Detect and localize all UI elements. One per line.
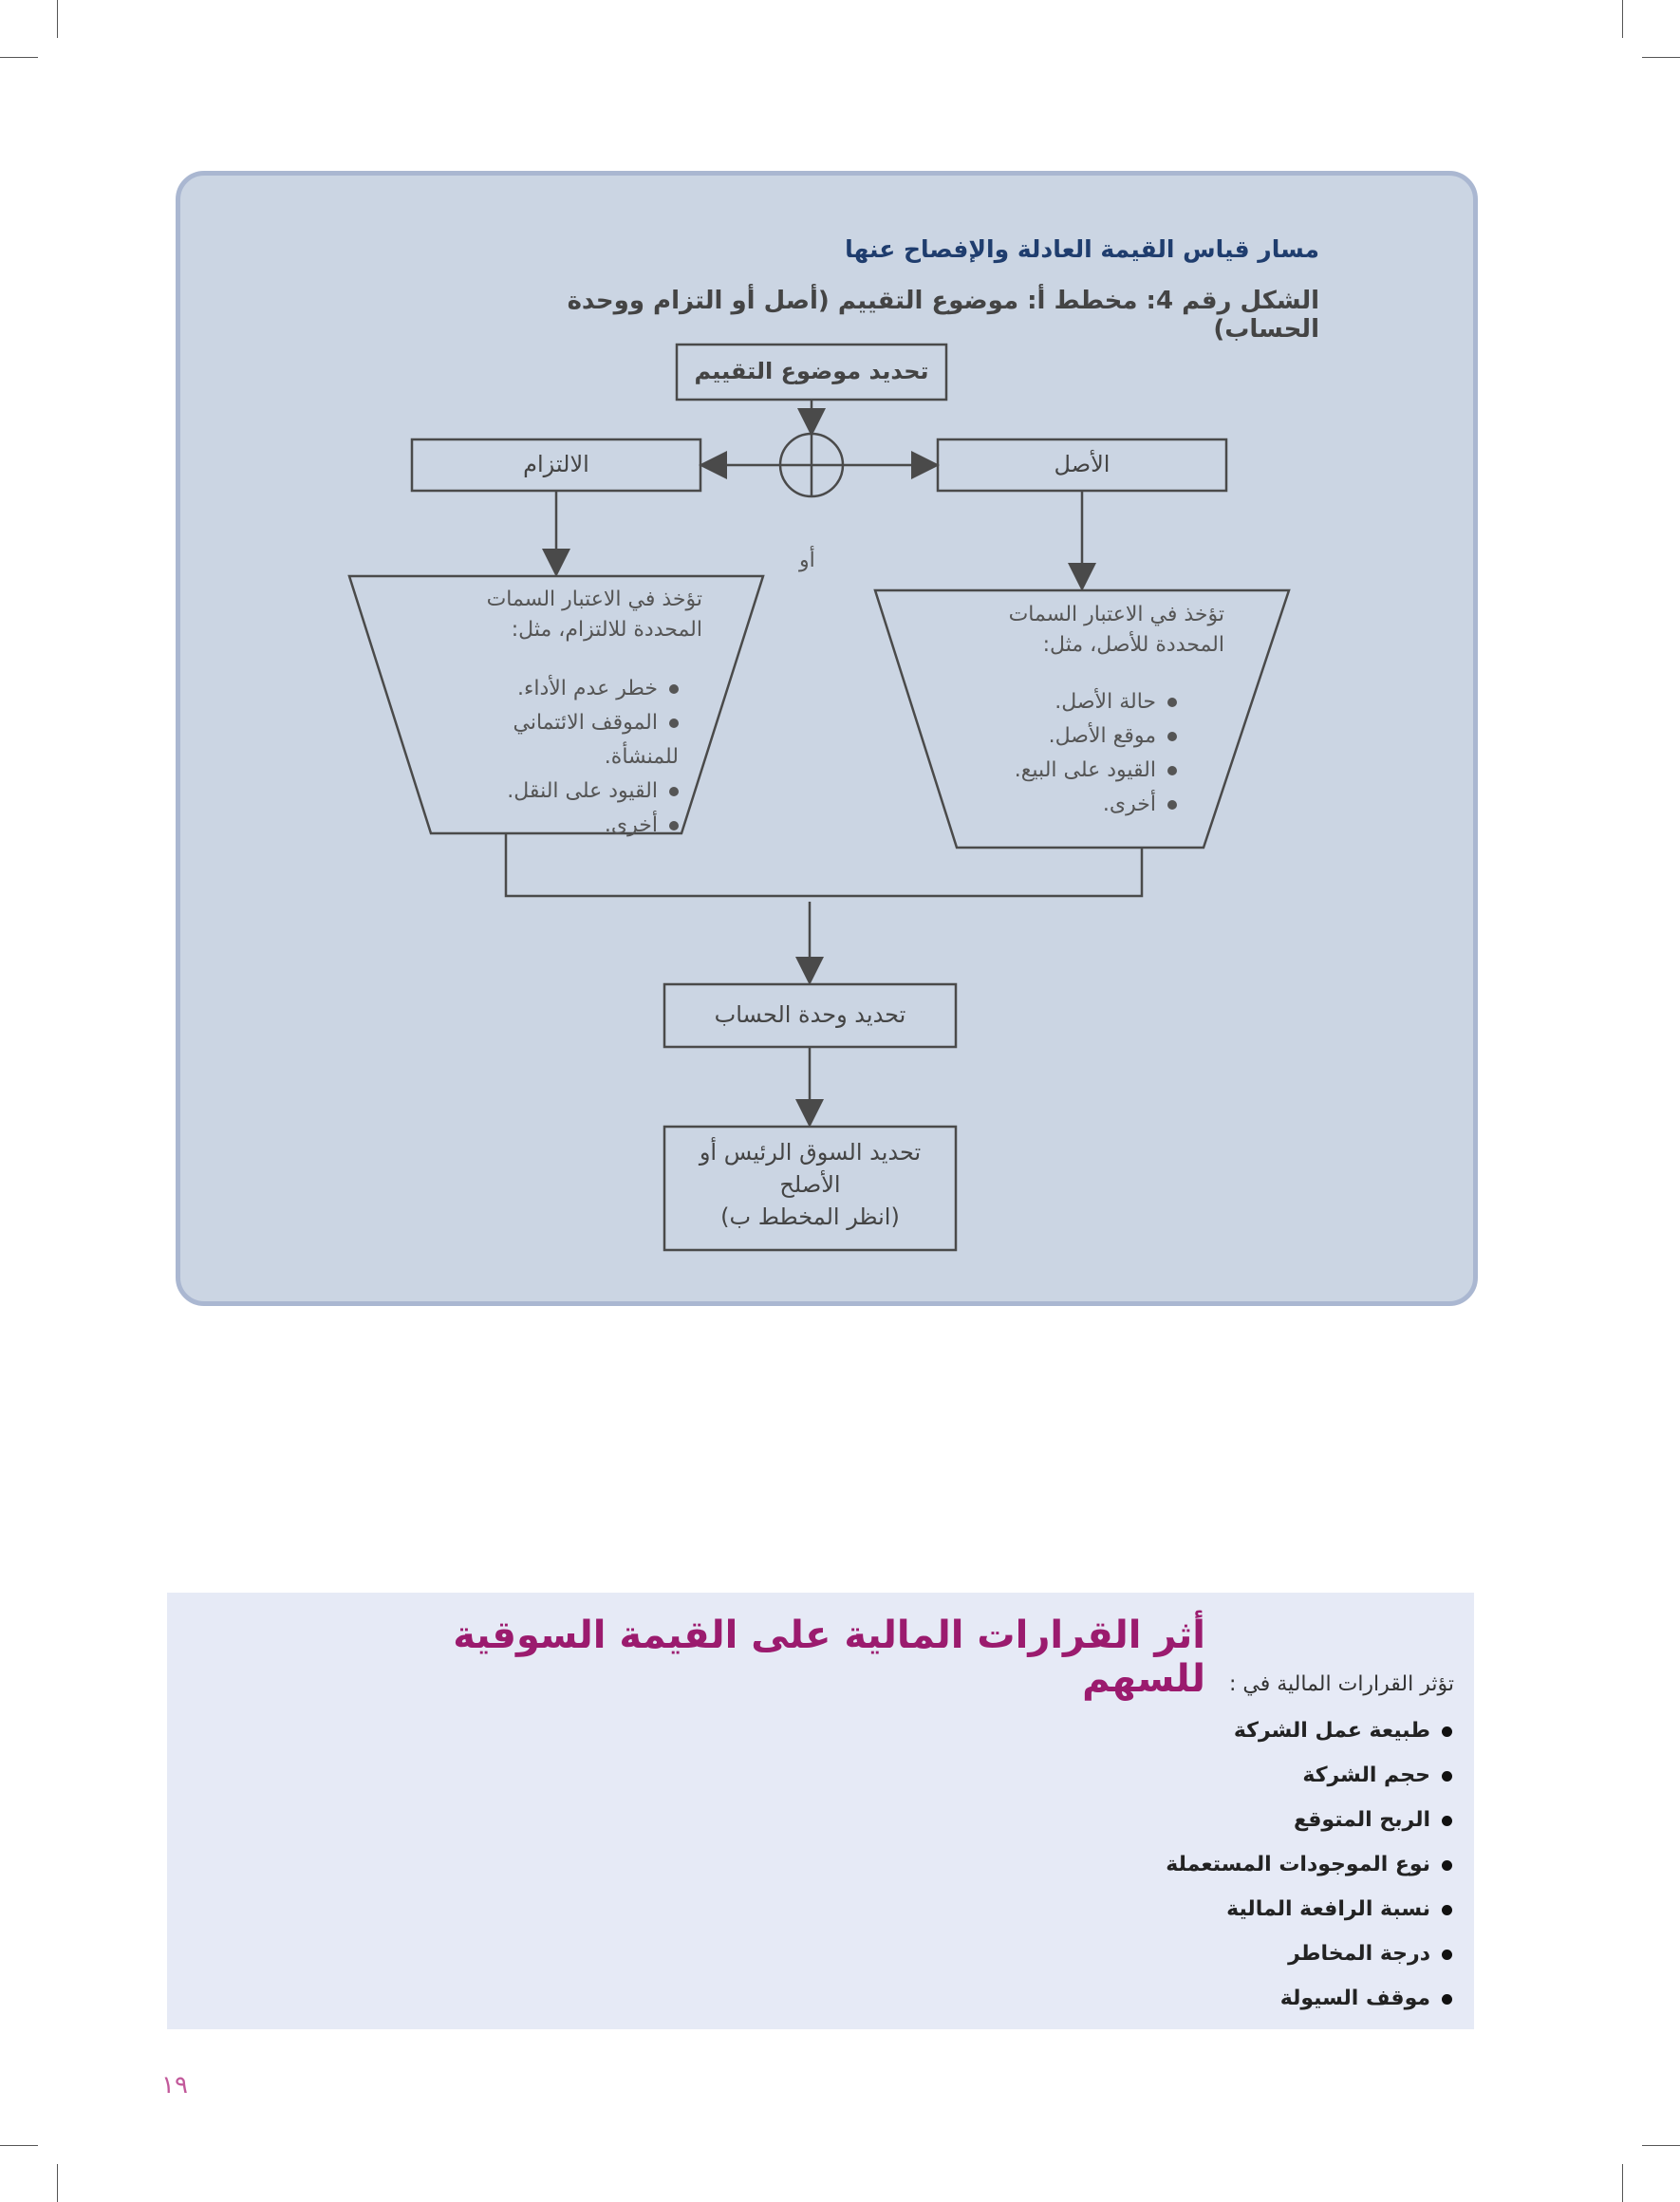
bullet-dot-icon xyxy=(1442,1860,1452,1871)
bullet-dot-icon xyxy=(669,821,679,830)
list-item: أخرى. xyxy=(949,788,1177,822)
or-label: أو xyxy=(799,549,815,572)
market-box-line: الأصلح xyxy=(779,1171,841,1198)
bullet-dot-icon xyxy=(1167,698,1177,707)
bullet-dot-icon xyxy=(669,787,679,796)
liability-trap-list xyxy=(437,672,679,843)
list-item: القيود على النقل. xyxy=(437,774,679,809)
asset-box-label: الأصل xyxy=(1054,451,1111,477)
list-item: حالة الأصل. xyxy=(949,685,1177,719)
list-item: الموقف الائتماني للمنشأة. xyxy=(513,711,679,769)
bullet-dot-icon xyxy=(1442,1994,1452,2005)
bullet-dot-icon xyxy=(1167,800,1177,810)
list-item: الربح المتوقع xyxy=(883,1798,1452,1842)
list-item: طبيعة عمل الشركة xyxy=(883,1708,1452,1753)
liability-trap-heading: تؤخذ في الاعتبار السمات المحددة للالتزام، مثل: xyxy=(486,588,702,642)
list-item: موقف السيولة xyxy=(883,1976,1452,2021)
bullet-dot-icon xyxy=(1442,1771,1452,1782)
bullet-dot-icon xyxy=(1167,732,1177,741)
diagram-subtitle: الشكل رقم 4: مخطط أ: موضوع التقييم (أصل أو التزام ووحدة الحساب) xyxy=(567,287,1319,344)
bullet-dot-icon xyxy=(669,684,679,694)
market-box-line: (انظر المخطط ب) xyxy=(720,1204,900,1230)
list-item: درجة المخاطر xyxy=(883,1931,1452,1976)
bullet-dot-icon xyxy=(669,718,679,728)
page-number: ١٩ xyxy=(161,2071,188,2099)
list-item: خطر عدم الأداء. xyxy=(437,672,679,706)
section-intro: تؤثر القرارات المالية في : xyxy=(1228,1672,1454,1696)
market-box-label xyxy=(664,1136,956,1233)
diagram-title: مسار قياس القيمة العادلة والإفصاح عنها xyxy=(845,235,1319,263)
bullet-dot-icon xyxy=(1442,1950,1452,1960)
bullet-dot-icon xyxy=(1167,766,1177,775)
market-box-line: تحديد السوق الرئيس أو xyxy=(699,1139,922,1166)
top-box-label: تحديد موضوع التقييم xyxy=(694,358,929,384)
list-item: القيود على البيع. xyxy=(949,754,1177,788)
section-title: أثر القرارات المالية على القيمة السوقية للسهم xyxy=(453,1614,1205,1701)
liability-box-label: الالتزام xyxy=(523,451,589,477)
list-item: حجم الشركة xyxy=(883,1753,1452,1798)
list-item: موقع الأصل. xyxy=(949,719,1177,754)
asset-trap-heading: تؤخذ في الاعتبار السمات المحددة للأصل، مثل: xyxy=(1008,603,1224,657)
unit-box-label: تحديد وحدة الحساب xyxy=(714,1001,906,1028)
list-item: أخرى. xyxy=(437,809,679,843)
asset-trap-list xyxy=(949,685,1177,822)
bullet-dot-icon xyxy=(1442,1726,1452,1737)
list-item: نسبة الرافعة المالية xyxy=(883,1887,1452,1931)
bullet-dot-icon xyxy=(1442,1905,1452,1915)
bullet-dot-icon xyxy=(1442,1816,1452,1826)
section-bullet-list xyxy=(883,1708,1452,2021)
list-item: نوع الموجودات المستعملة xyxy=(883,1842,1452,1887)
